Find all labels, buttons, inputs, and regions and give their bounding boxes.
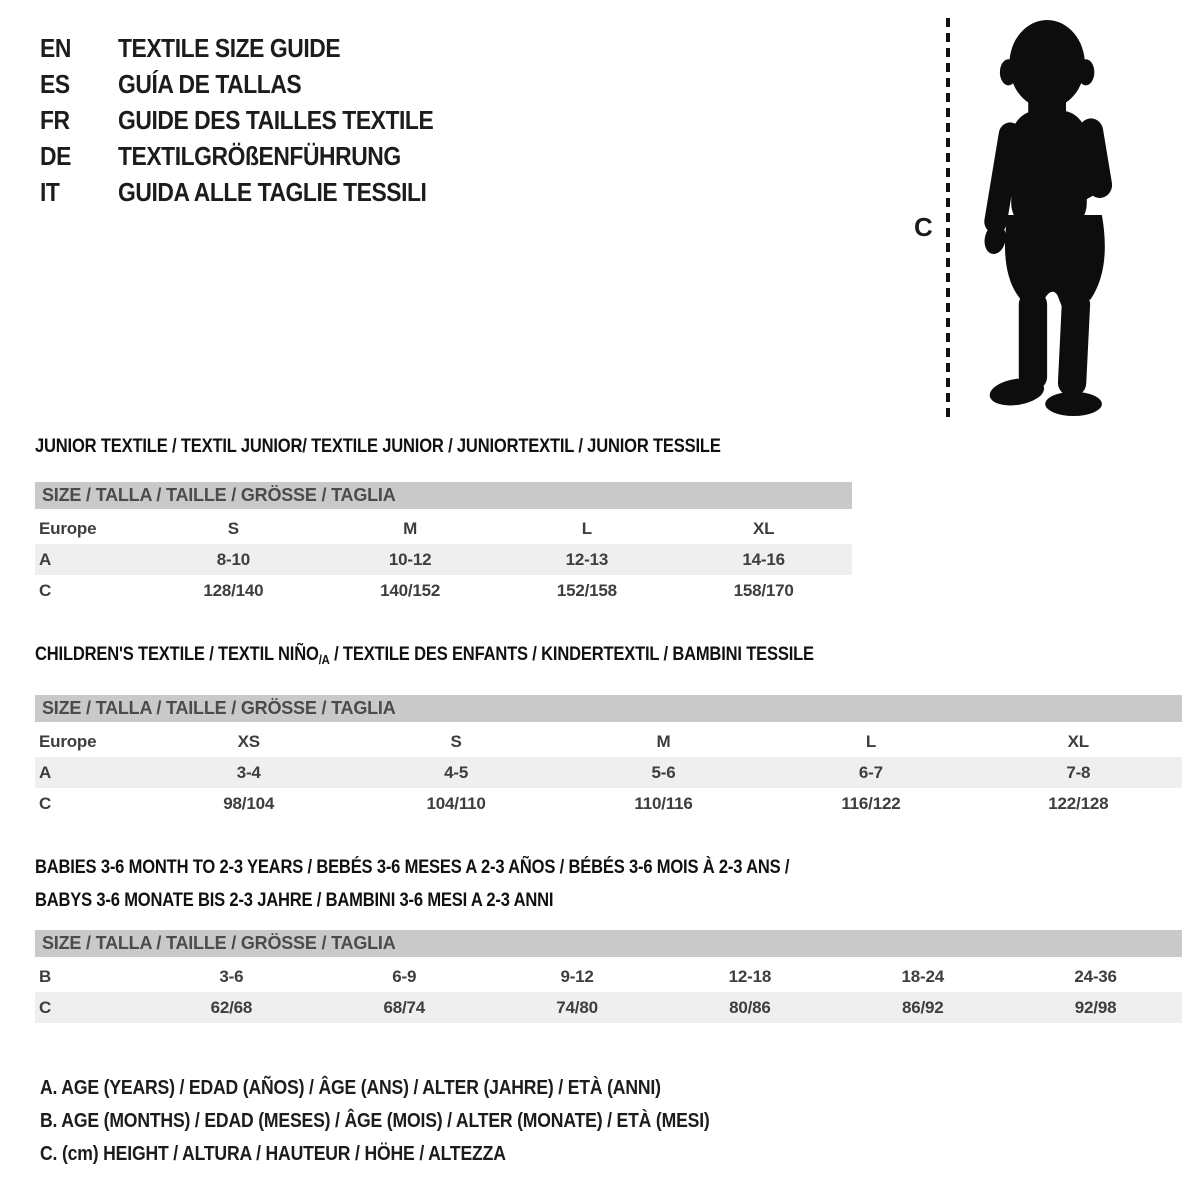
age-cell: 18-24 [901,967,944,986]
height-cell: 86/92 [901,998,944,1017]
children-size-table [35,695,1182,819]
age-cell: 5-6 [651,763,676,782]
size-cell: XS [237,732,260,751]
age-cell: 7-8 [1066,763,1091,782]
language-title: GUIDE DES TAILLES TEXTILE [118,105,434,135]
table-row-age-months [35,961,1182,992]
age-cell: 12-13 [565,550,609,569]
language-row [40,30,476,66]
height-cell: 92/98 [1074,998,1117,1017]
table-row-age [35,544,852,575]
language-code: DE [40,141,71,171]
height-cell: 158/170 [733,581,794,600]
language-title: TEXTILE SIZE GUIDE [118,33,341,63]
language-row [40,66,476,102]
height-cell: 104/110 [426,794,486,813]
height-cell: 140/152 [380,581,441,600]
size-cell: L [581,519,592,538]
babies-section-title-line1: BABIES 3-6 MONTH TO 2-3 YEARS / BEBÉS 3-6 MESES A 2-3 AÑOS / BÉBÉS 3-6 MOIS À 2-3 ANS / [35,857,790,878]
height-cell: 152/158 [556,581,617,600]
table-row-age [35,757,1182,788]
size-cell: XL [752,519,775,538]
age-cell: 12-18 [728,967,772,986]
age-cell: 24-36 [1074,967,1117,986]
toddler-silhouette-icon [964,14,1134,416]
row-label: A [39,550,52,569]
measure-legend [40,1072,801,1171]
table-row-height [35,992,1182,1023]
table-row-height [35,575,852,606]
size-cell: M [403,519,418,538]
size-cell: S [227,519,239,538]
row-label: C [39,794,52,813]
height-measure-label: C [914,212,933,242]
age-cell: 3-6 [219,967,244,986]
size-header-bar: SIZE / TALLA / TAILLE / GRÖSSE / TAGLIA [35,695,1182,722]
legend-line-b: B. AGE (MONTHS) / EDAD (MESES) / ÂGE (MOIS) / ALTER (MONATE) / ETÀ (MESI) [40,1110,710,1132]
size-cell: L [865,732,877,751]
row-label: A [39,763,52,782]
nino-a-subscript: /A [318,652,330,667]
age-cell: 9-12 [560,967,594,986]
table-row-europe [35,726,1182,757]
height-cell: 68/74 [383,998,426,1017]
legend-line-c: C. (cm) HEIGHT / ALTURA / HAUTEUR / HÖHE / ALTEZZA [40,1143,506,1165]
children-textile-section [35,645,1182,819]
babies-textile-section [35,851,1182,1023]
legend-line-a: A. AGE (YEARS) / EDAD (AÑOS) / ÂGE (ANS) / ALTER (JAHRE) / ETÀ (ANNI) [40,1077,661,1099]
height-cell: 116/122 [841,794,901,813]
row-label: Europe [39,519,97,538]
language-title: TEXTILGRÖßENFÜHRUNG [118,141,401,171]
height-cell: 74/80 [556,998,598,1017]
junior-size-table [35,482,852,606]
size-cell: S [450,732,462,751]
language-code: EN [40,33,71,63]
table-row-europe [35,513,852,544]
row-label: Europe [39,732,97,751]
size-cell: M [656,732,671,751]
height-cell: 122/128 [1048,794,1109,813]
language-code: FR [40,105,70,135]
children-section-title: CHILDREN'S TEXTILE / TEXTIL $NIÑO_{/A}$ / TEXTILE DES ENFANTS / KINDERTEXTIL / BAMBINI TESSILE [35,644,814,667]
language-title: GUÍA DE TALLAS [118,69,302,99]
language-code: ES [40,69,70,99]
language-row [40,138,476,174]
size-header-bar: SIZE / TALLA / TAILLE / GRÖSSE / TAGLIA [35,482,852,509]
age-cell: 3-4 [236,763,261,782]
age-cell: 6-7 [858,763,883,782]
junior-section-title: JUNIOR TEXTILE / TEXTIL JUNIOR/ TEXTILE JUNIOR / JUNIORTEXTIL / JUNIOR TESSILE [35,436,721,457]
height-figure [900,0,1160,430]
height-measure-line [944,18,952,418]
height-cell: 110/116 [634,794,693,813]
age-cell: 8-10 [216,550,250,569]
height-cell: 128/140 [203,581,264,600]
size-header-bar: SIZE / TALLA / TAILLE / GRÖSSE / TAGLIA [35,930,1182,957]
language-row [40,174,476,210]
age-cell: 4-5 [444,763,469,782]
babies-size-table [35,930,1182,1023]
age-cell: 14-16 [742,550,785,569]
language-code: IT [40,177,60,207]
language-row [40,102,476,138]
height-cell: 62/68 [210,998,253,1017]
height-cell: 80/86 [729,998,771,1017]
age-cell: 6-9 [392,967,417,986]
size-cell: XL [1067,732,1089,751]
language-title-list [40,30,476,210]
babies-section-title-line2: BABYS 3-6 MONATE BIS 2-3 JAHRE / BAMBINI 3-6 MESI A 2-3 ANNI [35,890,554,911]
table-row-height [35,788,1182,819]
row-label: B [39,967,52,986]
height-cell: 98/104 [223,794,275,813]
junior-textile-section [35,437,852,606]
row-label: C [39,998,52,1017]
age-cell: 10-12 [388,550,432,569]
language-title: GUIDA ALLE TAGLIE TESSILI [118,177,427,207]
row-label: C [39,581,52,600]
